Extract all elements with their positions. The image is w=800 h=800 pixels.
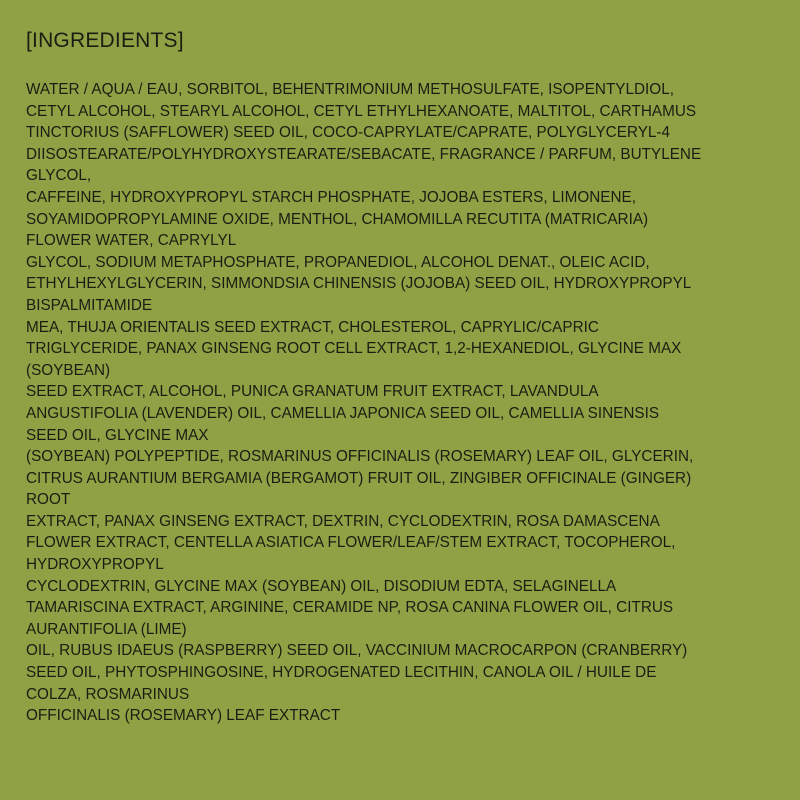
ingredients-line: TRIGLYCERIDE, PANAX GINSENG ROOT CELL EXTRACT, 1,2-HEXANEDIOL, GLYCINE MAX (26, 340, 682, 358)
ingredients-line: OFFICINALIS (ROSEMARY) LEAF EXTRACT (26, 707, 341, 725)
ingredients-line: FLOWER EXTRACT, CENTELLA ASIATICA FLOWER/LEAF/STEM EXTRACT, TOCOPHEROL, (26, 534, 676, 552)
ingredients-line: HYDROXYPROPYL (26, 556, 164, 574)
ingredients-line: BISPALMITAMIDE (26, 296, 153, 314)
ingredients-line: SEED OIL, GLYCINE MAX (26, 426, 209, 444)
ingredients-line: SEED OIL, PHYTOSPHINGOSINE, HYDROGENATED LECITHIN, CANOLA OIL / HUILE DE (26, 664, 657, 682)
ingredients-line: AURANTIFOLIA (LIME) (26, 620, 187, 638)
ingredients-line: ANGUSTIFOLIA (LAVENDER) OIL, CAMELLIA JAPONICA SEED OIL, CAMELLIA SINENSIS (26, 404, 660, 422)
ingredients-line: WATER / AQUA / EAU, SORBITOL, BEHENTRIMONIUM METHOSULFATE, ISOPENTYLDIOL, (26, 81, 674, 98)
ingredients-line: (SOYBEAN) (26, 361, 111, 379)
ingredients-line: SOYAMIDOPROPYLAMINE OXIDE, MENTHOL, CHAMOMILLA RECUTITA (MATRICARIA) (26, 210, 649, 228)
ingredients-list (26, 79, 701, 727)
ingredients-line: EXTRACT, PANAX GINSENG EXTRACT, DEXTRIN, CYCLODEXTRIN, ROSA DAMASCENA (26, 512, 660, 530)
ingredients-line: DIISOSTEARATE/POLYHYDROXYSTEARATE/SEBACATE, FRAGRANCE / PARFUM, BUTYLENE (26, 145, 702, 163)
ingredients-line: FLOWER WATER, CAPRYLYL (26, 232, 237, 250)
ingredients-line: CITRUS AURANTIUM BERGAMIA (BERGAMOT) FRUIT OIL, ZINGIBER OFFICINALE (GINGER) (26, 469, 692, 487)
ingredients-line: TINCTORIUS (SAFFLOWER) SEED OIL, COCO-CAPRYLATE/CAPRATE, POLYGLYCERYL-4 (26, 124, 671, 142)
ingredients-line: CAFFEINE, HYDROXYPROPYL STARCH PHOSPHATE, JOJOBA ESTERS, LIMONENE, (26, 188, 637, 206)
ingredients-line: ROOT (26, 491, 71, 509)
ingredients-line: OIL, RUBUS IDAEUS (RASPBERRY) SEED OIL, VACCINIUM MACROCARPON (CRANBERRY) (26, 642, 688, 660)
ingredients-line: MEA, THUJA ORIENTALIS SEED EXTRACT, CHOLESTEROL, CAPRYLIC/CAPRIC (26, 318, 599, 336)
ingredients-line: CETYL ALCOHOL, STEARYL ALCOHOL, CETYL ETHYLHEXANOATE, MALTITOL, CARTHAMUS (26, 102, 697, 120)
ingredients-line: GLYCOL, SODIUM METAPHOSPHATE, PROPANEDIOL, ALCOHOL DENAT., OLEIC ACID, (26, 253, 650, 271)
ingredients-line: ETHYLHEXYLGLYCERIN, SIMMONDSIA CHINENSIS (JOJOBA) SEED OIL, HYDROXYPROPYL (26, 275, 692, 293)
ingredients-line: TAMARISCINA EXTRACT, ARGININE, CERAMIDE NP, ROSA CANINA FLOWER OIL, CITRUS (26, 599, 674, 617)
ingredients-line: COLZA, ROSMARINUS (26, 685, 190, 703)
ingredients-line: (SOYBEAN) POLYPEPTIDE, ROSMARINUS OFFICINALIS (ROSEMARY) LEAF OIL, GLYCERIN, (26, 448, 694, 466)
ingredients-line: CYCLODEXTRIN, GLYCINE MAX (SOYBEAN) OIL, DISODIUM EDTA, SELAGINELLA (26, 577, 617, 595)
ingredients-heading: [INGREDIENTS] (26, 29, 184, 52)
ingredients-line: GLYCOL, (26, 167, 92, 185)
ingredients-line: SEED EXTRACT, ALCOHOL, PUNICA GRANATUM FRUIT EXTRACT, LAVANDULA (26, 383, 599, 401)
